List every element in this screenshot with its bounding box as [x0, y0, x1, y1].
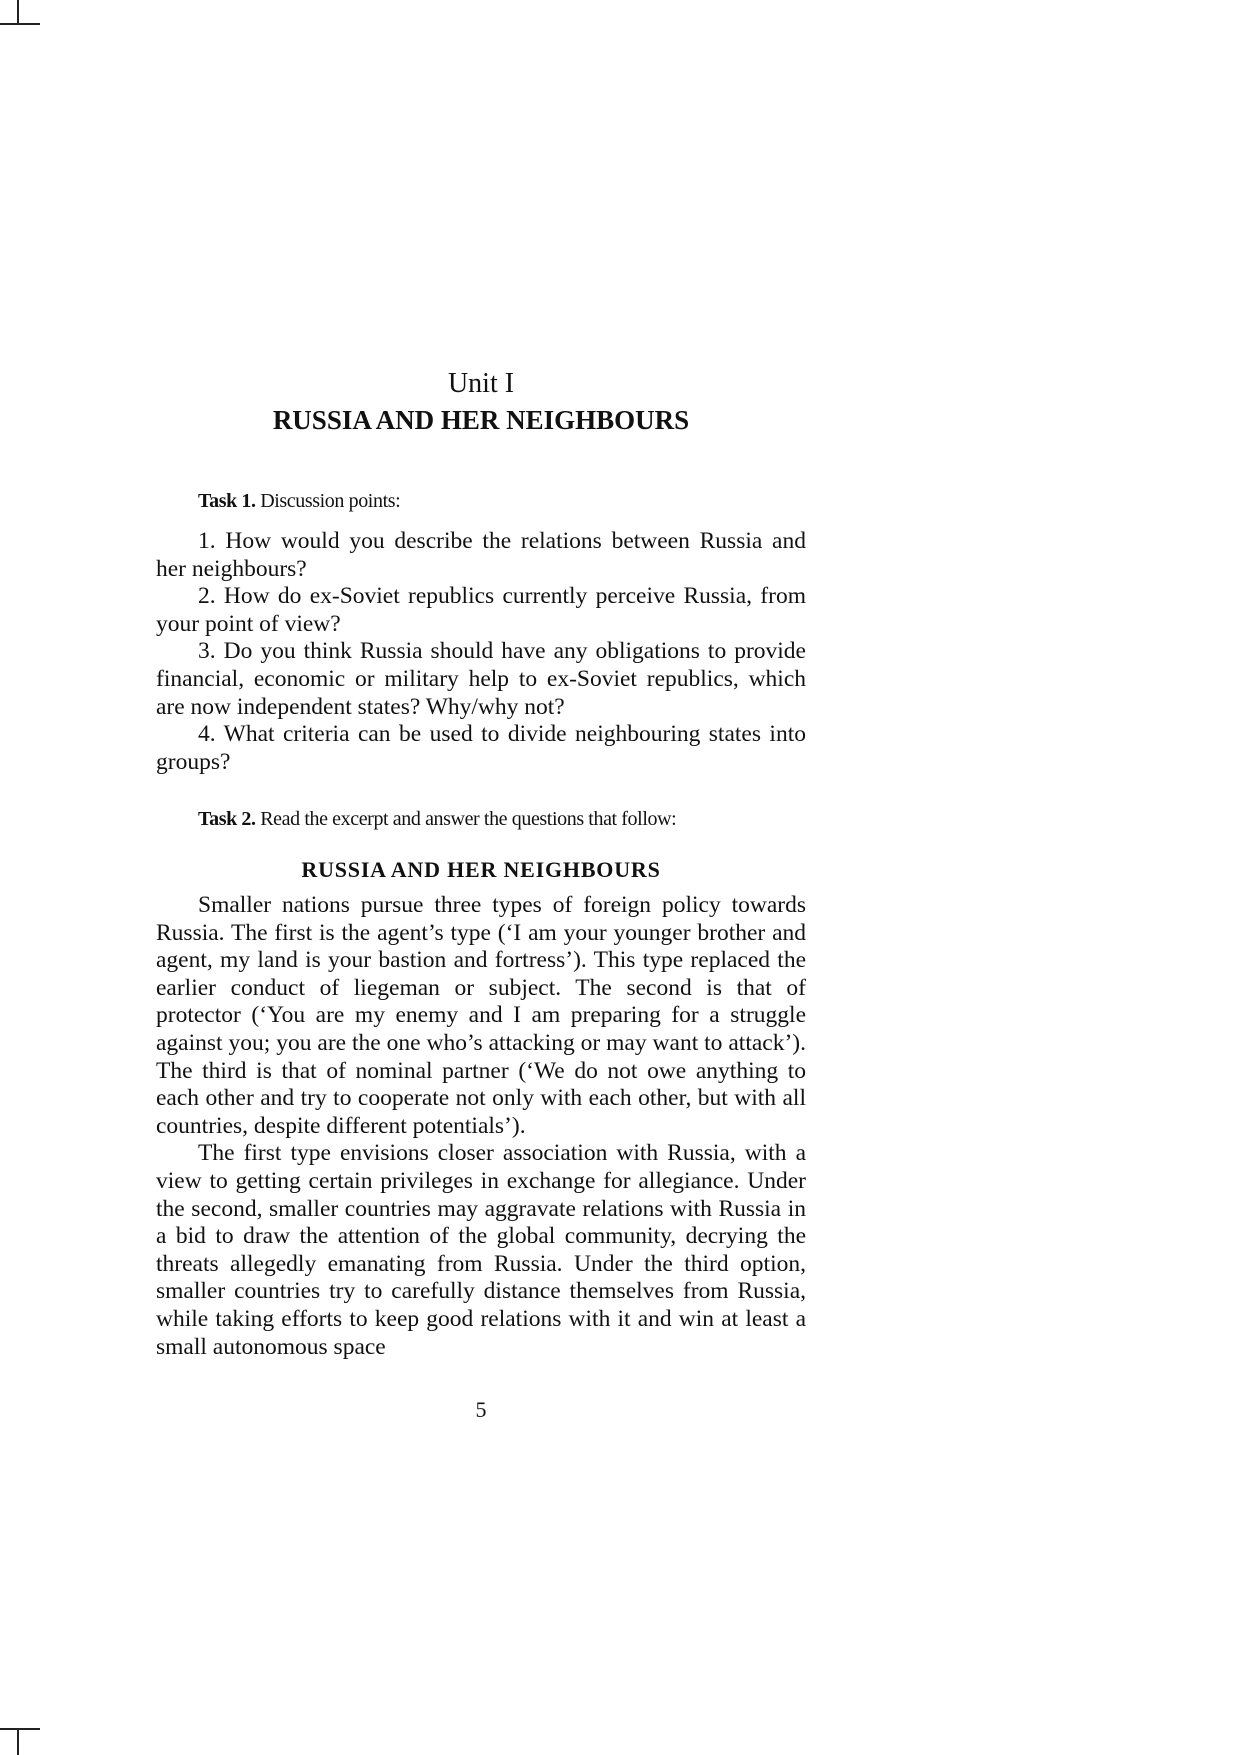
question-2: 2. How do ex-Soviet republics currently perceive Russia, from your point of view?: [156, 583, 806, 637]
task-2-heading: [198, 806, 676, 832]
crop-mark-top-horizontal: [0, 23, 40, 25]
task-1-text: Discussion points:: [255, 490, 401, 512]
excerpt-title: RUSSIA AND HER NEIGHBOURS: [301, 857, 661, 882]
excerpt-body: [156, 892, 806, 1361]
task-2-text: Read the excerpt and answer the questions that follow:: [255, 808, 677, 830]
question-1: 1. How would you describe the relations between Russia and her neighbours?: [156, 528, 806, 582]
unit-title: RUSSIA AND HER NEIGHBOURS: [272, 405, 690, 435]
task-2-label: Task 2.: [198, 808, 256, 830]
task-1-label: Task 1.: [198, 490, 256, 512]
crop-mark-top-vertical: [17, 0, 19, 24]
question-3: 3. Do you think Russia should have any obligations to provide financial, economic or military help to ex-Soviet republics, which are now independent states? Why/why not?: [156, 638, 806, 720]
excerpt-paragraph-1: Smaller nations pursue three types of foreign policy towards Russia. The first is the agent’s type (‘I am your younger brother and agent, my land is your bastion and fortress’). This type replaced the earlier conduct of liegeman or subject. The second is that of protector (‘You are my enemy and I am preparing for a struggle against you; you are the one who’s attacking or may want to attack’). The third is that of nominal partner (‘We do not owe anything to each other and try to cooperate not only with each other, but with all countries, despite different potentials’).: [156, 892, 806, 1139]
crop-mark-bottom-horizontal: [0, 1728, 40, 1730]
task-1-heading: [198, 488, 400, 514]
excerpt-paragraph-2: The first type envisions closer association with Russia, with a view to getting certain privileges in exchange for allegiance. Under the second, smaller countries may aggravate relations with Russia in a bid to draw the attention of the global community, decrying the threats allegedly emanating from Russia. Under the third option, smaller countries try to carefully distance themselves from Russia, while taking efforts to keep good relations with it and win at least a small autonomous space: [156, 1140, 806, 1360]
page-number: 5: [475, 1397, 487, 1422]
question-4: 4. What criteria can be used to divide neighbouring states into groups?: [156, 721, 806, 775]
discussion-questions: [156, 528, 806, 776]
crop-mark-bottom-vertical: [17, 1728, 19, 1755]
unit-label: Unit I: [447, 368, 515, 399]
